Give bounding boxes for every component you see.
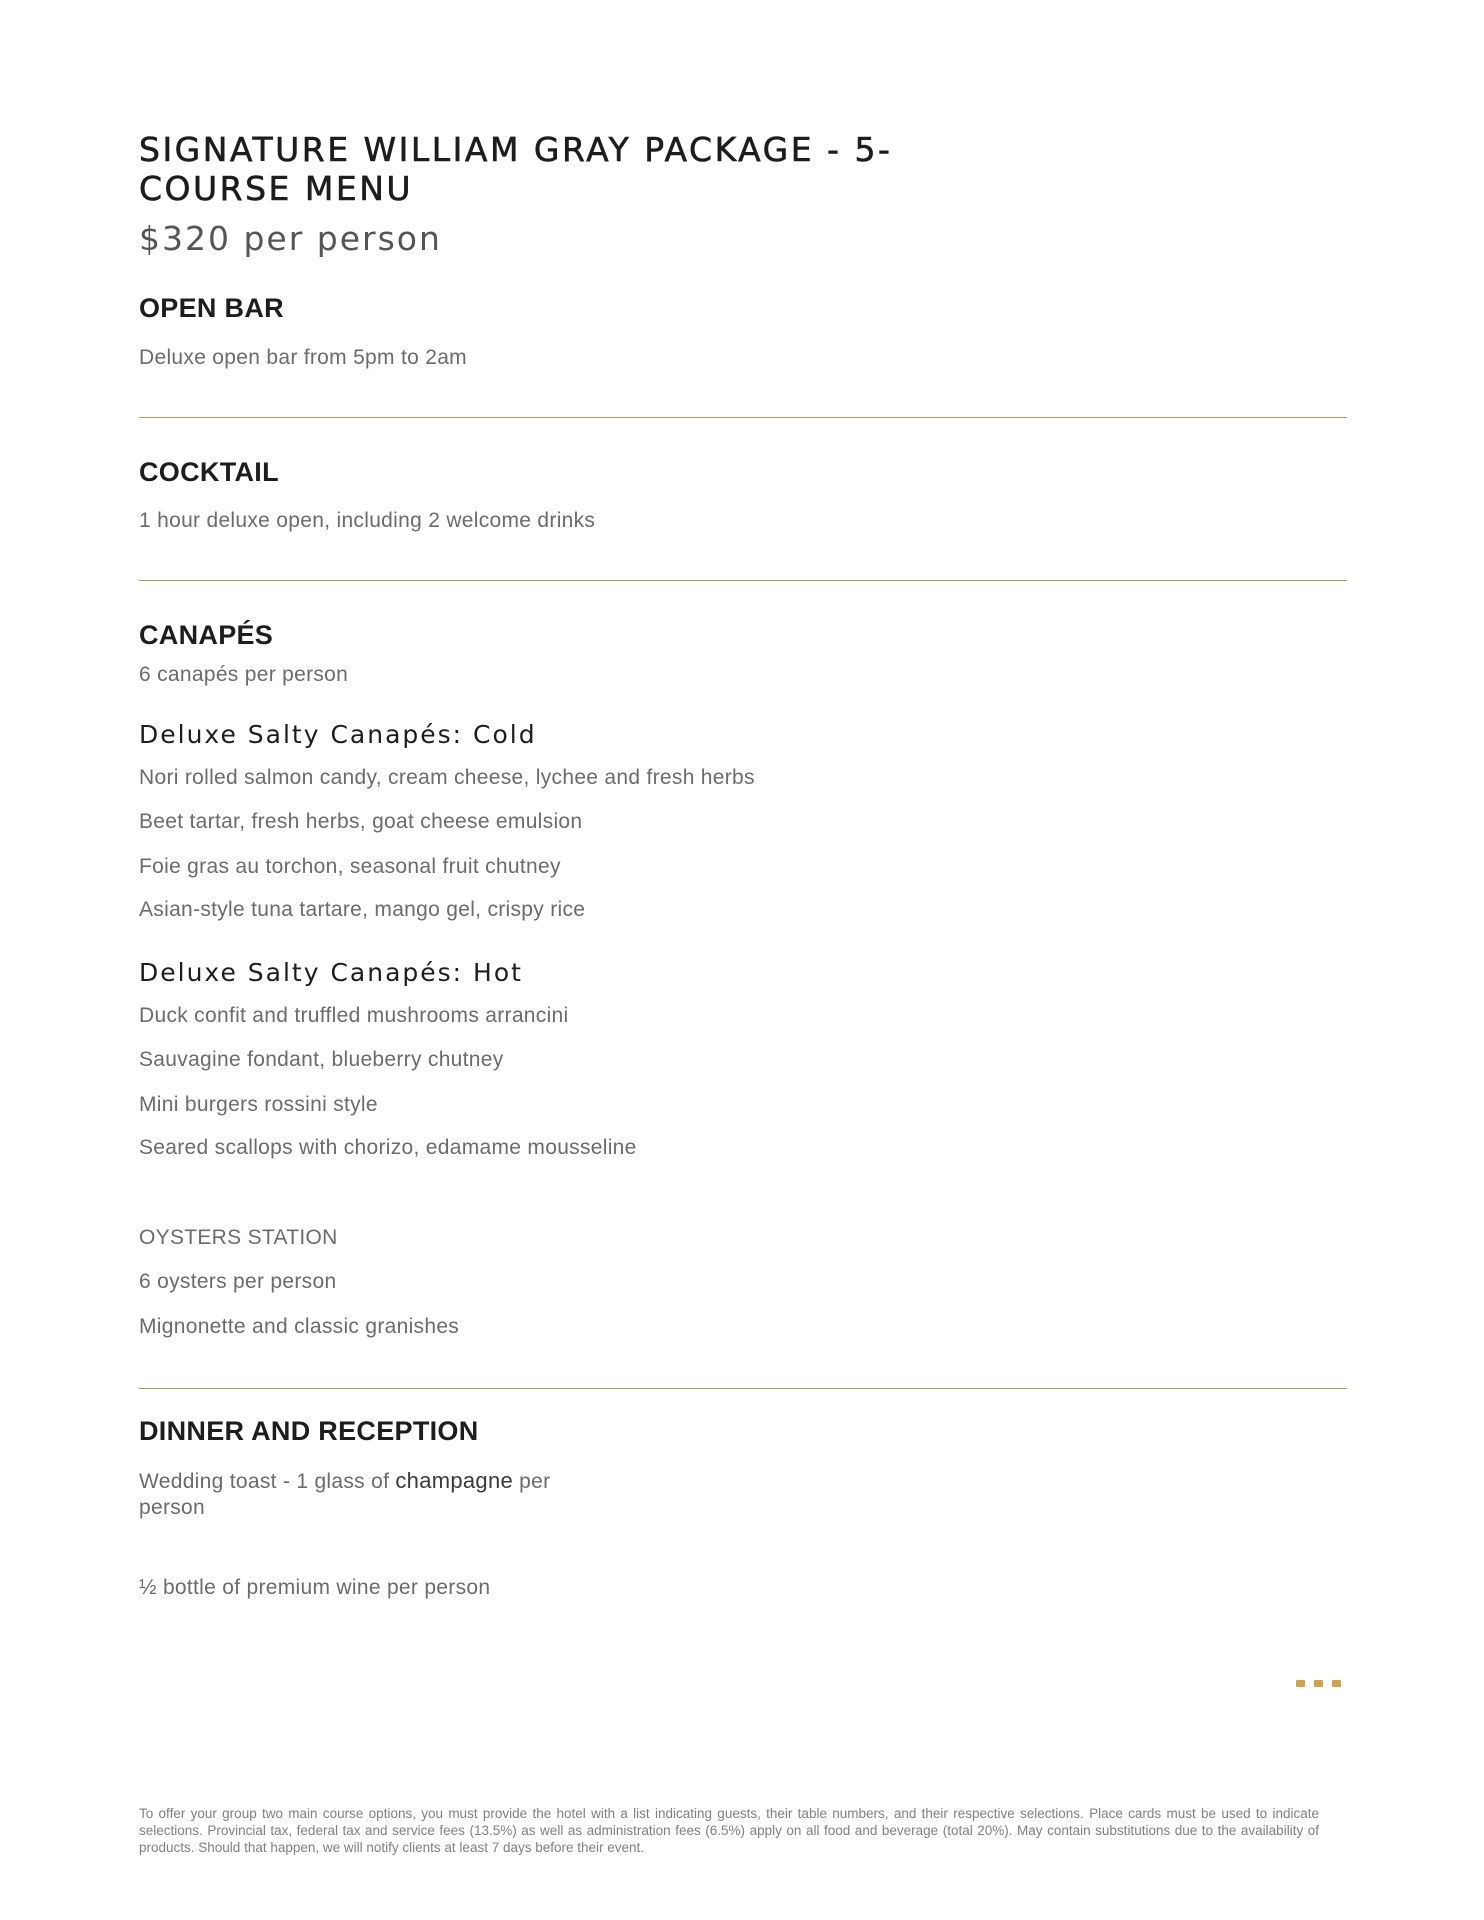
list-item: Nori rolled salmon candy, cream cheese, lychee and fresh herbs (139, 766, 755, 789)
dot (1314, 1680, 1323, 1687)
list-item: Duck confit and truffled mushrooms arrancini (139, 1004, 569, 1027)
wine-text: ½ bottle of premium wine per person (139, 1576, 491, 1599)
cold-canapes-heading: Deluxe Salty Canapés: Cold (139, 720, 537, 749)
more-dots-icon (1296, 1680, 1341, 1687)
champagne-highlight: champagne (395, 1468, 514, 1493)
list-item: Sauvagine fondant, blueberry chutney (139, 1048, 504, 1071)
open-bar-heading: OPEN BAR (139, 293, 284, 323)
list-item: Beet tartar, fresh herbs, goat cheese emulsion (139, 810, 583, 833)
page-title: SIGNATURE WILLIAM GRAY PACKAGE - 5-COURSE MENU (139, 130, 893, 208)
cocktail-text: 1 hour deluxe open, including 2 welcome drinks (139, 509, 596, 532)
list-item: 6 oysters per person (139, 1270, 337, 1293)
toast-text-end: per (513, 1470, 551, 1493)
footer-note: To offer your group two main course options, you must provide the hotel with a list indicating guests, their table numbers, and their respective selections. Place cards must be used to indicate selections. Provincial tax, federal tax and service fees (13.5%) as well as administration fees (6.5%) apply on all food and beverage (total 20%). May contain substitutions due to the availability of products. Should that happen, we will notify clients at least 7 days before their event. (139, 1806, 1319, 1855)
hot-canapes-heading: Deluxe Salty Canapés: Hot (139, 958, 523, 987)
dot (1296, 1680, 1305, 1687)
canapes-heading: CANAPÉS (139, 620, 274, 650)
divider (139, 580, 1347, 581)
divider (139, 1388, 1347, 1389)
price-per-person: $320 per person (139, 219, 442, 258)
toast-text-wrap: person (139, 1496, 206, 1519)
toast-text-start: Wedding toast - 1 glass of (139, 1470, 396, 1493)
list-item: Seared scallops with chorizo, edamame mousseline (139, 1136, 637, 1159)
open-bar-text: Deluxe open bar from 5pm to 2am (139, 346, 467, 369)
dot (1332, 1680, 1341, 1687)
list-item: Asian-style tuna tartare, mango gel, crispy rice (139, 898, 586, 921)
wedding-toast-text (139, 1468, 659, 1521)
cocktail-heading: COCKTAIL (139, 457, 279, 487)
divider (139, 417, 1347, 418)
list-item: Mini burgers rossini style (139, 1093, 378, 1116)
canapes-text: 6 canapés per person (139, 663, 349, 686)
oysters-heading: OYSTERS STATION (139, 1226, 338, 1249)
dinner-heading: DINNER AND RECEPTION (139, 1416, 479, 1446)
list-item: Foie gras au torchon, seasonal fruit chutney (139, 855, 561, 878)
list-item: Mignonette and classic granishes (139, 1315, 460, 1338)
